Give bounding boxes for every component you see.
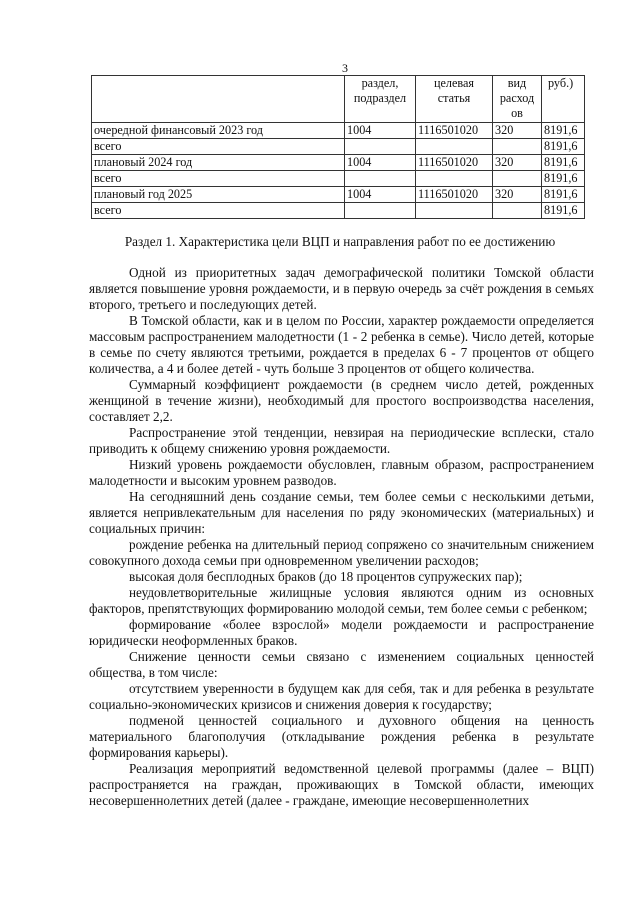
cell-expense-type: 320 (493, 123, 542, 139)
paragraph: Реализация мероприятий ведомственной целевой программы (далее – ВЦП) распространяется на граждан, проживающих в Томской области, имеющих несовершеннолетних детей (далее - граждане, имеющие несовершеннолетних (89, 761, 594, 808)
header-expense-line3: ов (511, 106, 523, 120)
table-header-row (92, 76, 585, 123)
cell-period: плановый 2024 год (92, 155, 345, 171)
cell-period: всего (92, 171, 345, 187)
header-cell-description (92, 76, 345, 123)
header-expense-line2: расход (499, 91, 535, 105)
cell-period: очередной финансовый 2023 год (92, 123, 345, 139)
cell-amount: 8191,6 (542, 203, 585, 219)
paragraph: подменой ценностей социального и духовного общения на ценность материального благополучия (откладывание рождения ребенка в результате формирования карьеры). (89, 713, 594, 760)
paragraph: В Томской области, как и в целом по России, характер рождаемости определяется массовым распространением малодетности (1 - 2 ребенка в семье). Число детей, которые в семье по счету являются третьими, рождается в пределах 6 - 7 процентов от общего количества, а 4 и более детей - чуть больше 3 процентов от общего количества. (89, 313, 594, 376)
cell-period: всего (92, 203, 345, 219)
cell-section (345, 203, 416, 219)
paragraph: Распространение этой тенденции, невзирая на периодические всплески, стало приводить к общему снижению уровня рождаемости. (89, 425, 594, 456)
cell-article: 1116501020 (416, 123, 493, 139)
header-section-line2: подраздел (353, 91, 407, 105)
cell-expense-type: 320 (493, 155, 542, 171)
cell-period: всего (92, 139, 345, 155)
paragraph: Низкий уровень рождаемости обусловлен, главным образом, распространением малодетности и высоким уровнем разводов. (89, 457, 594, 488)
paragraph: Суммарный коэффициент рождаемости (в среднем число детей, рожденных женщиной в течение жизни), необходимый для простого воспроизводства населения, составляет 2,2. (89, 377, 594, 424)
cell-period: плановый год 2025 (92, 187, 345, 203)
cell-article (416, 139, 493, 155)
budget-table (91, 75, 585, 219)
cell-section: 1004 (345, 187, 416, 203)
cell-expense-type: 320 (493, 187, 542, 203)
table-row (92, 171, 585, 187)
table-row (92, 123, 585, 139)
cell-expense-type (493, 139, 542, 155)
paragraph: Снижение ценности семьи связано с изменением социальных ценностей общества, в том числе: (89, 649, 594, 680)
cell-amount: 8191,6 (542, 123, 585, 139)
paragraph: высокая доля бесплодных браков (до 18 процентов супружеских пар); (129, 569, 523, 584)
header-article-line1: целевая (433, 76, 475, 90)
table-row (92, 203, 585, 219)
cell-expense-type (493, 203, 542, 219)
paragraph: отсутствием уверенности в будущем как для себя, так и для ребенка в результате социально-экономических кризисов и снижения доверия к государству; (89, 681, 594, 712)
cell-amount: 8191,6 (542, 155, 585, 171)
cell-section (345, 171, 416, 187)
paragraph: рождение ребенка на длительный период сопряжено со значительным снижением совокупного дохода семьи при одновременном увеличении расходов; (89, 537, 594, 568)
header-expense-line1: вид (507, 76, 527, 90)
cell-section (345, 139, 416, 155)
cell-article: 1116501020 (416, 187, 493, 203)
table-row (92, 155, 585, 171)
body-text (89, 265, 594, 809)
cell-amount: 8191,6 (542, 139, 585, 155)
page-number: 3 (342, 61, 348, 75)
cell-article: 1116501020 (416, 155, 493, 171)
cell-article (416, 203, 493, 219)
table-row (92, 187, 585, 203)
header-cell-rubles: руб.) (542, 76, 585, 123)
section-title: Раздел 1. Характеристика цели ВЦП и направления работ по ее достижению (124, 234, 556, 249)
cell-section: 1004 (345, 155, 416, 171)
cell-amount: 8191,6 (542, 187, 585, 203)
header-section-line1: раздел, (361, 76, 399, 90)
paragraph: На сегодняшний день создание семьи, тем более семьи с несколькими детьми, является непривлекательным для населения по ряду экономических (материальных) и социальных причин: (89, 489, 594, 536)
cell-article (416, 171, 493, 187)
header-article-line2: статья (437, 91, 471, 105)
cell-expense-type (493, 171, 542, 187)
header-cell-section (345, 76, 416, 123)
cell-section: 1004 (345, 123, 416, 139)
paragraph: Одной из приоритетных задач демографической политики Томской области является повышение уровня рождаемости, и в первую очередь за счёт рождения в семьях второго, третьего и последующих детей. (89, 265, 594, 312)
cell-amount: 8191,6 (542, 171, 585, 187)
paragraph: формирование «более взрослой» модели рождаемости и распространение юридически неоформленных браков. (89, 617, 594, 648)
header-cell-expense-type (493, 76, 542, 123)
table-row (92, 139, 585, 155)
paragraph: неудовлетворительные жилищные условия являются одним из основных факторов, препятствующих формированию молодой семьи, тем более семьи с ребенком; (89, 585, 594, 616)
header-cell-target-article (416, 76, 493, 123)
